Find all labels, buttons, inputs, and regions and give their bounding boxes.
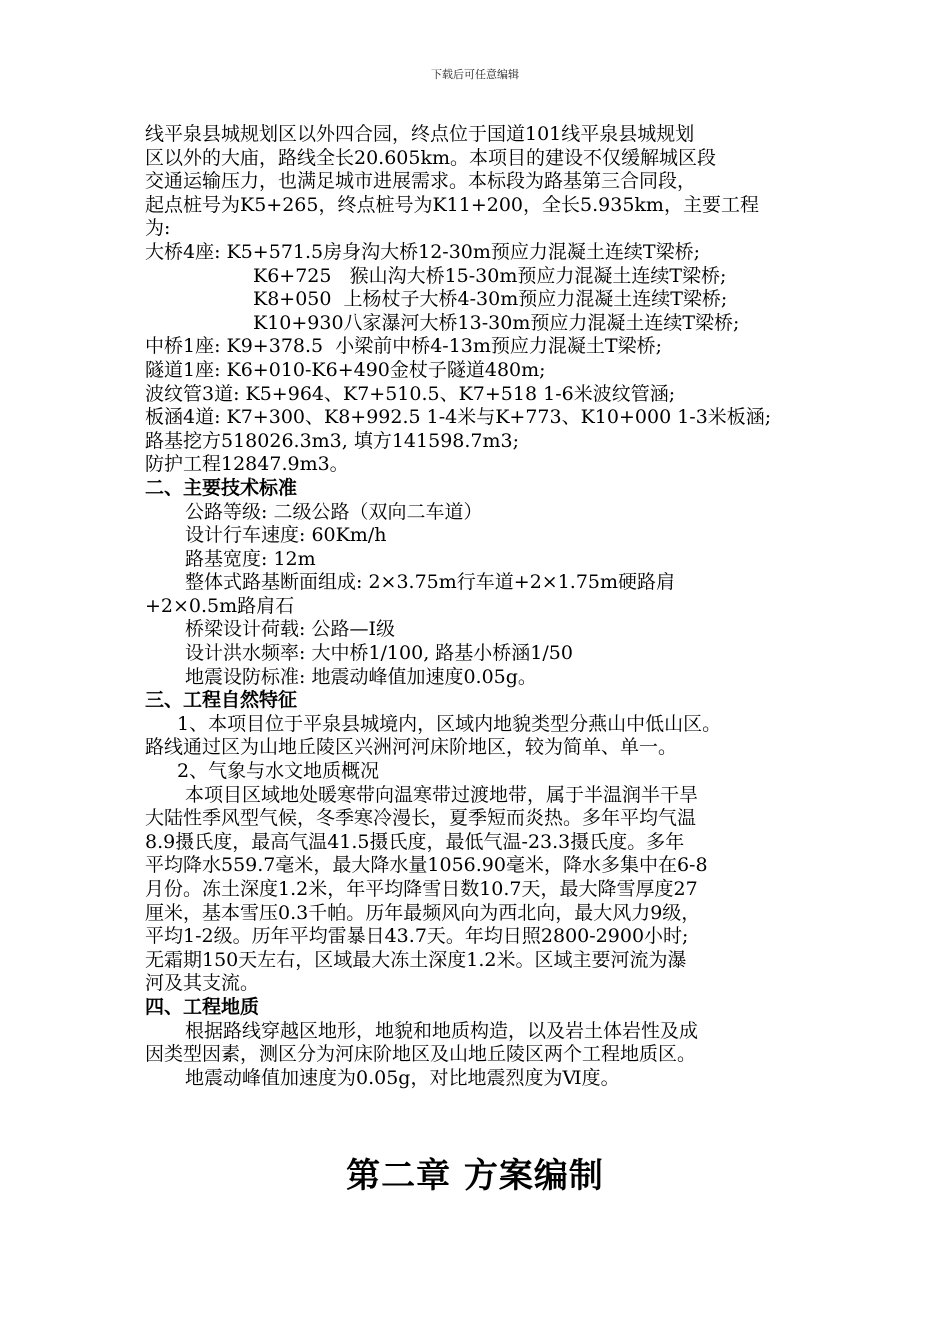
- paragraph-line: 平均降水559.7毫米，最大降水量1056.90毫米，降水多集中在6-8: [145, 854, 708, 877]
- project-list-item: 波纹管3道: K5+964、K7+510.5、K7+518 1-6米波纹管涵;: [145, 382, 676, 405]
- paragraph-line: 大陆性季风型气候，冬季寒冷漫长，夏季短而炎热。多年平均气温: [145, 807, 697, 830]
- project-list-item: 中桥1座: K9+378.5 小梁前中桥4-13m预应力混凝土T梁桥;: [145, 335, 662, 358]
- subsection-heading: 2、气象与水文地质概况: [177, 760, 380, 783]
- paragraph-line: 路线通过区为山地丘陵区兴洲河河床阶地区，较为简单、单一。: [145, 736, 678, 759]
- standard-item: 桥梁设计荷载: 公路—Ⅰ级: [185, 618, 395, 641]
- paragraph-line: 地震动峰值加速度为0.05g，对比地震烈度为Ⅵ度。: [185, 1066, 620, 1089]
- paragraph-line: 无霜期150天左右，区域最大冻土深度1.2米。区域主要河流为瀑: [145, 948, 687, 971]
- section-heading: 四、工程地质: [145, 995, 260, 1018]
- project-list-item: K6+725 猴山沟大桥15-30m预应力混凝土连续T梁桥;: [253, 264, 727, 287]
- standard-item: +2×0.5m路肩石: [145, 594, 295, 617]
- project-list-item: K10+930八家瀑河大桥13-30m预应力混凝土连续T梁桥;: [253, 311, 740, 334]
- standard-item: 地震设防标准: 地震动峰值加速度0.05g。: [185, 665, 537, 688]
- page-header: 下载后可任意编辑: [431, 68, 519, 81]
- chapter-title: 第二章 方案编制: [346, 1156, 604, 1196]
- paragraph-line: 月份。冻土深度1.2米，年平均降雪日数10.7天，最大降雪厚度27: [145, 878, 698, 900]
- section-heading: 二、主要技术标准: [145, 476, 298, 499]
- section-heading: 三、工程自然特征: [145, 689, 298, 712]
- project-list-item: 路基挖方518026.3m3, 填方141598.7m3;: [145, 429, 520, 452]
- project-list-item: 板涵4道: K7+300、K8+992.5 1-4米与K+773、K10+000 1-3米板涵;: [145, 406, 772, 429]
- paragraph-line: 1、本项目位于平泉县城境内，区域内地貌类型分燕山中低山区。: [177, 712, 722, 735]
- paragraph-line: 本项目区域地处暖寒带向温寒带过渡地带，属于半温润半干旱: [185, 783, 699, 806]
- paragraph-line: 河及其支流。: [145, 972, 260, 995]
- project-list-item: 隧道1座: K6+010-K6+490金杖子隧道480m;: [145, 358, 546, 381]
- paragraph-line: 起点桩号为K5+265，终点桩号为K11+200，全长5.935km，主要工程: [145, 193, 759, 216]
- standard-item: 公路等级: 二级公路（双向二车道）: [185, 500, 483, 523]
- paragraph-line: 8.9摄氏度，最高气温41.5摄氏度，最低气温-23.3摄氏度。多年: [145, 830, 685, 853]
- project-list-item: 防护工程12847.9m3。: [145, 453, 349, 476]
- project-list-item: K8+050 上杨杖子大桥4-30m预应力混凝土连续T梁桥;: [253, 288, 728, 311]
- paragraph-line: 区以外的大庙，路线全长20.605km。本项目的建设不仅缓解城区段: [145, 146, 717, 169]
- paragraph-line: 平均1-2级。历年平均雷暴日43.7天。年均日照2800-2900小时;: [145, 925, 689, 948]
- paragraph-line: 线平泉县城规划区以外四合园，终点位于国道101线平泉县城规划: [145, 123, 695, 145]
- paragraph-line: 根据路线穿越区地形，地貌和地质构造，以及岩土体岩性及成: [185, 1019, 699, 1042]
- standard-item: 设计行车速度: 60Km/h: [185, 524, 387, 547]
- paragraph-line: 交通运输压力，也满足城市进展需求。本标段为路基第三合同段，: [145, 170, 697, 193]
- project-list-item: 大桥4座: K5+571.5房身沟大桥12-30m预应力混凝土连续T梁桥;: [145, 240, 700, 263]
- paragraph-line: 厘米，基本雪压0.3千帕。历年最频风向为西北向，最大风力9级，: [145, 901, 701, 924]
- paragraph-line: 为:: [145, 217, 171, 240]
- paragraph-line: 因类型因素，测区分为河床阶地区及山地丘陵区两个工程地质区。: [145, 1043, 697, 1066]
- standard-item: 整体式路基断面组成: 2×3.75m行车道+2×1.75m硬路肩: [185, 571, 676, 594]
- standard-item: 设计洪水频率: 大中桥1/100, 路基小桥涵1/50: [185, 642, 573, 665]
- standard-item: 路基宽度: 12m: [185, 547, 316, 570]
- document-body: [145, 123, 813, 1090]
